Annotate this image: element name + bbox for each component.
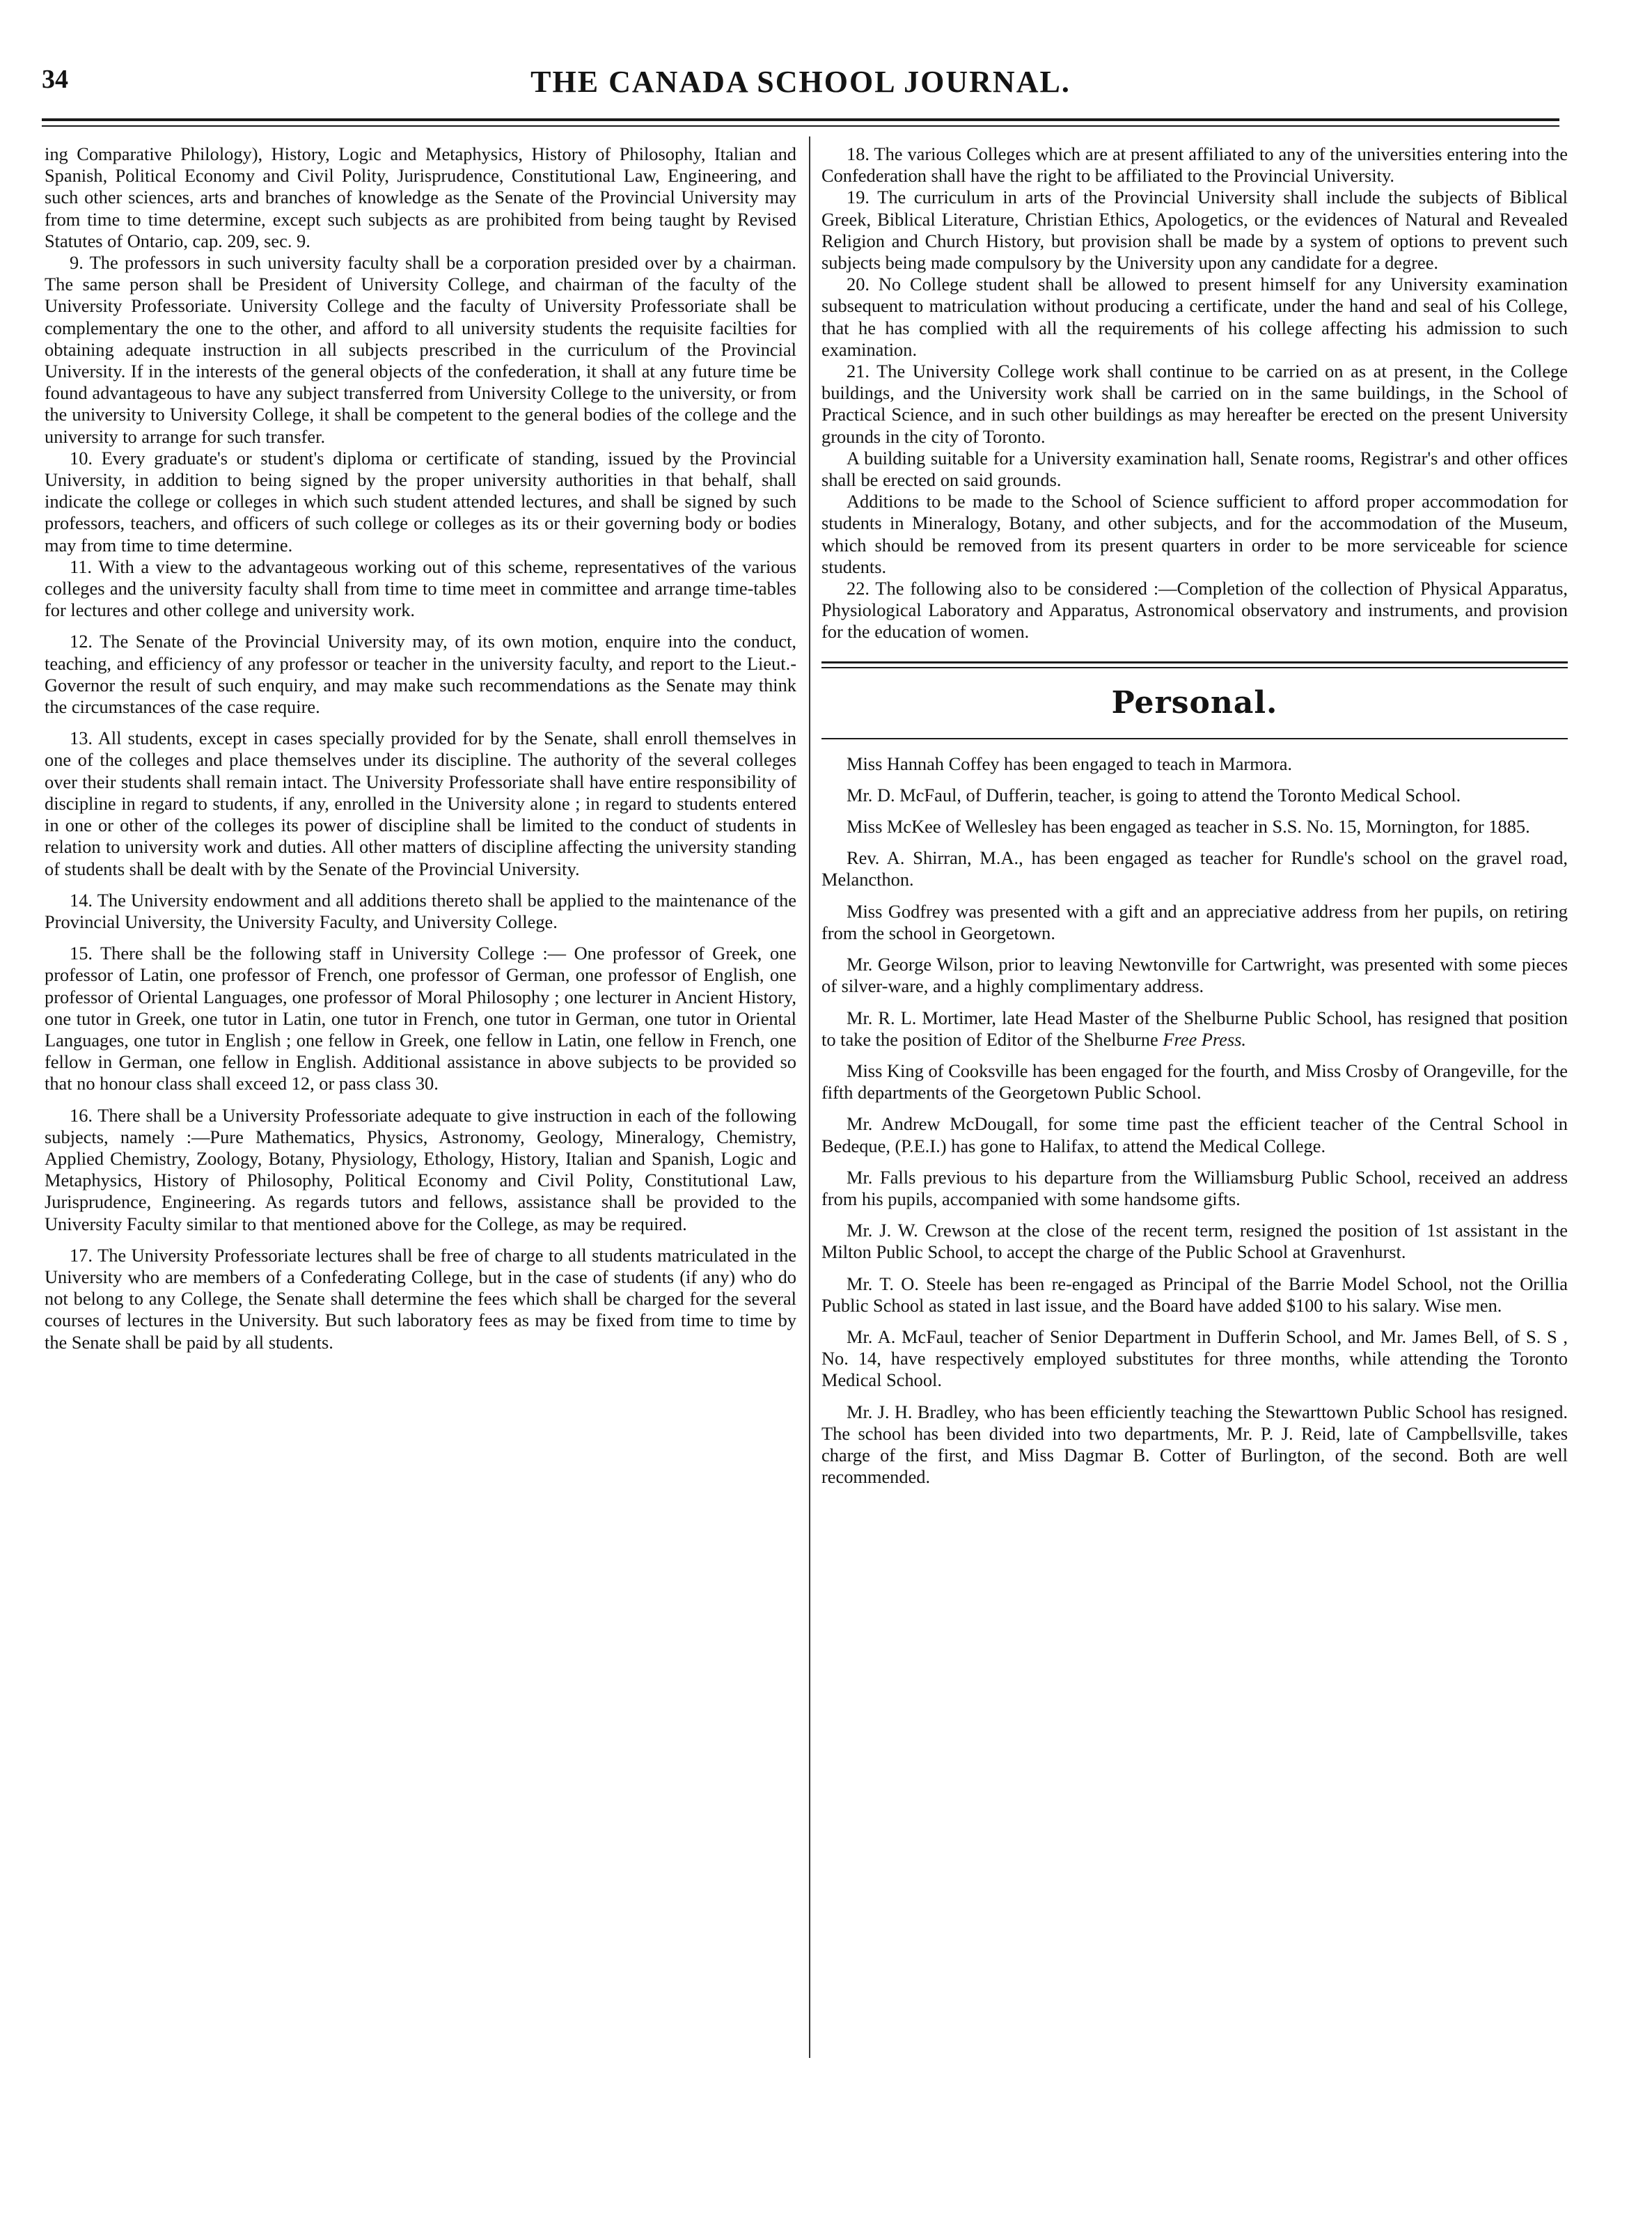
personal-item: Mr. D. McFaul, of Dufferin, teacher, is going to attend the Toronto Medical School. [847,784,1461,805]
header-rule-thin [42,125,1559,127]
personal-item: Miss Hannah Coffey has been engaged to teach in Marmora. [847,753,1293,774]
personal-item: Mr. George Wilson, prior to leaving Newtonville for Cartwright, was presented with some pieces of silver-ware, and a highly complimentary address. [821,954,1568,997]
paragraph-10: 10. Every graduate's or student's diploma or certificate of standing, issued by the Provincial University, in addition to being signed by the proper university authorities in that behalf, shall indicate the college or colleges in which such student attended lectures, and shall be signed by such professors, teachers, and officers of such college or colleges as its or their governing body or bodies may from time to time determine. [45,447,796,556]
paragraph-13: 13. All students, except in cases specially provided for by the Senate, shall enroll themselves in one of the colleges and place themselves under its discipline. The authority of the several colleges over their students shall remain intact. The University Professoriate shall have entire responsibility of discipline in regard to students, if any, enrolled in the University alone ; in regard to students entered in one or other of the colleges its power of discipline shall be limited to the conduct of students in relation to university work and duties. All other matters of discipline affecting the university standing of students shall be dealt with by the Senate of the Provincial University. [45,728,796,879]
paragraph-additions: Additions to be made to the School of Science sufficient to afford proper accommodation for students in Mineralogy, Botany, and other subjects, and for the accommodation of the Museum, which should be removed from its present quarters in order to be more serviceable for science students. [821,491,1568,577]
section-rule [821,661,1568,663]
paragraph-16: 16. There shall be a University Professoriate adequate to give instruction in each of the following subjects, namely :—Pure Mathematics, Physics, Astronomy, Geology, Mineralogy, Chemistry, Applied Chemistry, Zoology, Botany, Physiology, Ethology, History, Italian and Spanish, Logic and Metaphysics, History of Philosophy, Political Economy and Civil Polity, Constitutional Law, Jurisprudence, Engineering. As regards tutors and fellows, assistance shall be provided to the University Faculty similar to that mentioned above for the College, as may be required. [45,1104,796,1234]
right-column [821,143,1568,1488]
column-divider [809,136,810,2058]
paragraph-18: 18. The various Colleges which are at present affiliated to any of the universities entering into the Confederation shall have the right to be affiliated to the Provincial University. [821,143,1568,187]
paragraph-15: 15. There shall be the following staff in University College :— One professor of Greek, one professor of Latin, one professor of French, one professor of German, one professor of English, one professor of Oriental Languages, one professor of Moral Philosophy ; one lecturer in Ancient History, one tutor in Greek, one tutor in Latin, one tutor in French, one tutor in German, one tutor in Oriental Languages, one tutor in English ; one fellow in Greek, one fellow in Latin, one fellow in French, one fellow in German, one fellow in English. Additional assistance in above subjects to be provided so that no honour class shall exceed 12, or pass class 30. [45,943,796,1094]
left-column [45,143,796,1353]
paragraph-building: A building suitable for a University examination hall, Senate rooms, Registrar's and other offices shall be erected on said grounds. [821,447,1568,491]
paragraph-19: 19. The curriculum in arts of the Provincial University shall include the subjects of Biblical Greek, Biblical Literature, Christian Ethics, Apologetics, or the evidences of Natural and Revealed Religion and Church History, but provision shall be made by a system of options to prevent such subjects being made compulsory by the University upon any candidate for a degree. [821,187,1568,274]
personal-item: Miss Godfrey was presented with a gift and an appreciative address from her pupils, on retiring from the school in Georgetown. [821,900,1568,943]
header-rule [42,118,1559,121]
personal-item-mortimer [821,1007,1568,1051]
paragraph-11: 11. With a view to the advantageous working out of this scheme, representatives of the various colleges and the university faculty shall from time to time meet in committee and arrange time-tables for lectures and other college and university work. [45,556,796,621]
personal-item: Mr. Andrew McDougall, for some time past the efficient teacher of the Central School in Bedeque, (P.E.I.) has gone to Halifax, to attend the Medical College. [821,1113,1568,1156]
personal-item: Miss King of Cooksville has been engaged for the fourth, and Miss Crosby of Orangeville, for the fifth departments of the Georgetown Public School. [821,1060,1568,1103]
personal-item: Mr. Falls previous to his departure from the Williamsburg Public School, received an address from his pupils, accompanied with some handsome gifts. [821,1166,1568,1209]
personal-item: Miss McKee of Wellesley has been engaged as teacher in S.S. No. 15, Mornington, for 1885. [847,816,1530,838]
paragraph-continued: ing Comparative Philology), History, Logic and Metaphysics, History of Philosophy, Italian and Spanish, Political Economy and Civil Polity, Jurisprudence, Constitutional Law, Engineering, and such other sciences, arts and branches of knowledge as the Senate of the Provincial University may from time to time determine, except such subjects as are prohibited from being taught by Revised Statutes of Ontario, cap. 209, sec. 9. [45,143,796,251]
personal-item: Mr. J. W. Crewson at the close of the recent term, resigned the position of 1st assistant in the Milton Public School, to accept the charge of the Public School at Gravenhurst. [821,1220,1568,1263]
personal-item: Mr. T. O. Steele has been re-engaged as Principal of the Barrie Model School, not the Orillia Public School as stated in last issue, and the Board have added $100 to his salary. Wise men. [821,1273,1568,1316]
personal-item: Rev. A. Shirran, M.A., has been engaged as teacher for Rundle's school on the gravel road, Melancthon. [821,847,1568,890]
page-number: 34 [42,65,68,94]
paragraph-9: 9. The professors in such university faculty shall be a corporation presided over by a chairman. The same person shall be President of University College, and chairman of the faculty of the University Professoriate. University College and the faculty of University Professoriate shall be complementary the one to the other, and afford to all university students the requisite facilties for obtaining adequate instruction in all subjects prescribed in the curriculum of the Provincial University. If in the interests of the general objects of the confederation, it shall at any future time be found advantageous to have any subject transferred from University College to the university, or from the university to University College, it shall be competent to the general bodies of the college and the university to arrange for such transfer. [45,252,796,447]
personal-item: Mr. A. McFaul, teacher of Senior Department in Dufferin School, and Mr. James Bell, of S. S , No. 14, have respectively employed substitutes for three months, while attending the Toronto Medical School. [821,1326,1568,1391]
journal-title: THE CANADA SCHOOL JOURNAL. [530,65,1071,99]
page-header [42,64,1559,106]
paragraph-14: 14. The University endowment and all additions thereto shall be applied to the maintenance of the Provincial University, the University Faculty, and University College. [45,889,796,932]
newspaper-name: Free Press. [1163,1028,1247,1050]
paragraph-22: 22. The following also to be considered :—Completion of the collection of Physical Apparatus, Physiological Laboratory and Apparatus, Astronomical observatory and instruments, and provision for the education of women. [821,578,1568,643]
paragraph-12: 12. The Senate of the Provincial University may, of its own motion, enquire into the conduct, teaching, and efficiency of any professor or teacher in the university faculty, and report to the Lieut.-Governor the result of such enquiry, and may make such recommendations as the Senate may think the circumstances of the case require. [45,631,796,718]
mortimer-text: Mr. R. L. Mortimer, late Head Master of the Shelburne Public School, has resigned that position to take the position of Editor of the Shelburne [821,1007,1568,1050]
paragraph-17: 17. The University Professoriate lectures shall be free of charge to all students matriculated in the University who are members of a Confederating College, but in the case of students (if any) who do not belong to any College, the Senate shall determine the fees which shall be charged for the several courses of lectures in the University. But such laboratory fees as may be fixed from time to time by the Senate shall be paid by all students. [45,1244,796,1353]
section-rule-bottom [821,738,1568,739]
personal-section [821,661,1568,1488]
personal-item: Mr. J. H. Bradley, who has been efficiently teaching the Stewarttown Public School has resigned. The school has been divided into two departments, Mr. P. J. Reid, late of Campbellsville, takes charge of the first, and Miss Dagmar B. Cotter of Burlington, of the second. Both are well recommended. [821,1401,1568,1488]
personal-heading: Personal. [1111,684,1278,721]
paragraph-20: 20. No College student shall be allowed to present himself for any University examination subsequent to matriculation without producing a certificate, under the hand and seal of his College, that he has complied with all the requirements of his college affecting his admission to such examination. [821,274,1568,360]
paragraph-21: 21. The University College work shall continue to be carried on as at present, in the College buildings, and the University work shall be carried on in the same buildings, in the School of Practical Science, and in such other buildings as may hereafter be erected on the present University grounds in the city of Toronto. [821,361,1568,447]
